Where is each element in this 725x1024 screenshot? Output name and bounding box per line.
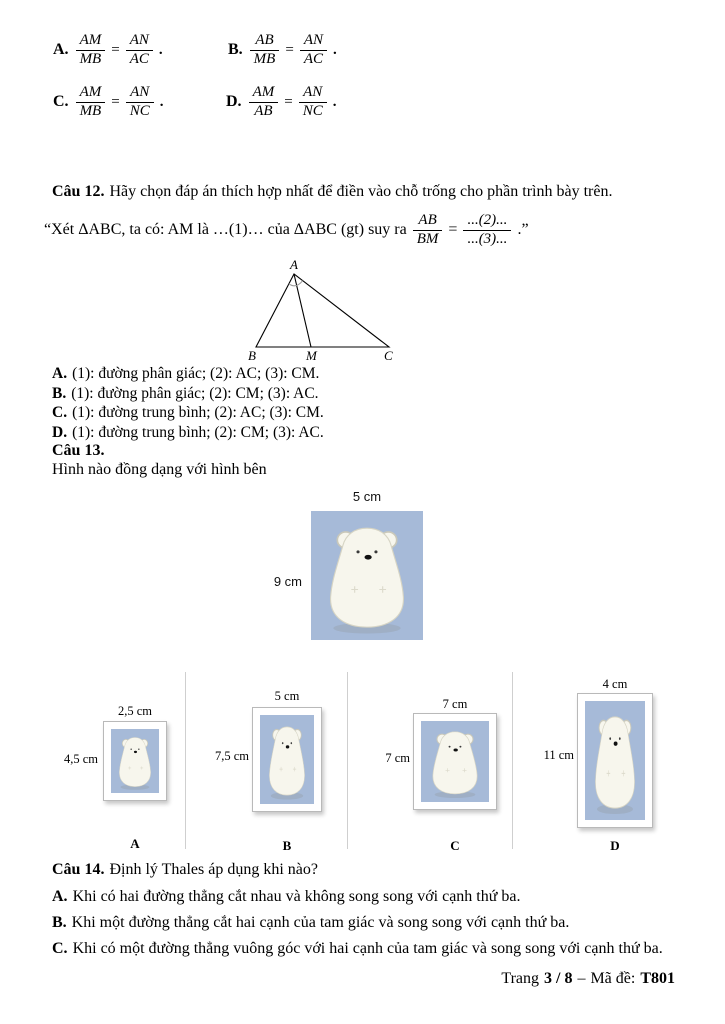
main-image-height-label: 9 cm [273, 574, 302, 589]
table-divider [512, 672, 513, 849]
question-14-prompt [52, 861, 318, 879]
question-12-text: Hãy chọn đáp án thích hợp nhất để điền vào chỗ trống cho phần trình bày trên. [109, 183, 613, 200]
point-m-label: M [306, 348, 317, 363]
question-12-label: Câu 12. [52, 183, 105, 200]
fraction: $\frac{AB}{MB}$ [250, 33, 280, 68]
sentence-prefix: “Xét ΔABC, ta có: AM là …(1)… của ΔABC (gt) suy ra [44, 221, 407, 238]
bear-illustration [111, 729, 159, 793]
period: . [332, 93, 337, 110]
question-12-sentence [44, 203, 529, 257]
main-bear-image [311, 511, 423, 640]
bear-illustration [585, 701, 645, 820]
main-image-width-label: 5 cm [352, 489, 382, 504]
option-a-picture [103, 721, 167, 801]
vertex-a-label: A [290, 258, 298, 272]
bear-image [260, 715, 314, 804]
fraction: $\frac{AN}{NC}$ [126, 85, 154, 120]
option-c-row [53, 82, 163, 122]
equals-sign: = [111, 41, 120, 58]
triangle-figure [240, 258, 410, 363]
equals-sign: = [448, 221, 458, 238]
option-a-label: A. [53, 41, 69, 58]
footer-code-label: Mã đề: [590, 970, 636, 987]
option-row: B. (1): đường phân giác; (2): CM; (3): AC. [52, 384, 319, 402]
page-footer [375, 970, 675, 988]
option-a-letter: A [130, 836, 140, 851]
option-row: C. Khi có một đường thẳng vuông góc với hai cạnh của tam giác và song song với cạnh thứ ba. [52, 940, 663, 957]
option-c-letter: C [450, 838, 460, 853]
option-row: B. Khi một đường thẳng cắt hai cạnh của tam giác và song song với cạnh thứ ba. [52, 914, 570, 931]
fraction: $\frac{AM}{AB}$ [249, 85, 279, 120]
footer-page-number: 3 / 8 [544, 970, 573, 987]
vertex-c-label: C [384, 348, 393, 363]
bear-image [421, 721, 489, 802]
option-c-picture [413, 713, 497, 810]
period: . [332, 41, 337, 58]
option-row: A. Khi có hai đường thẳng cắt nhau và không song song với cạnh thứ ba. [52, 888, 521, 905]
option-b-letter: B [282, 838, 292, 853]
fraction: $\frac{AM}{MB}$ [76, 85, 106, 120]
bear-illustration [421, 721, 489, 802]
option-row: D. (1): đường trung bình; (2): CM; (3): AC. [52, 423, 324, 441]
period: . [159, 93, 164, 110]
option-b-width-label: 5 cm [274, 689, 300, 703]
footer-page-prefix: Trang [501, 970, 539, 987]
equals-sign: = [284, 93, 293, 110]
option-c-width-label: 7 cm [442, 697, 468, 711]
option-b-picture [252, 707, 322, 812]
equals-sign: = [111, 93, 120, 110]
fraction: $\frac{AN}{NC}$ [299, 85, 327, 120]
fraction: $\frac{AB}{BM}$ [413, 213, 443, 248]
option-a-row [53, 30, 163, 70]
footer-separator: – [577, 970, 586, 987]
option-d-label: D. [226, 93, 242, 110]
bear-image [585, 701, 645, 820]
option-d-width-label: 4 cm [602, 677, 628, 691]
bear-image [111, 729, 159, 793]
option-a-width-label: 2,5 cm [117, 704, 153, 718]
sentence-suffix: .” [517, 221, 529, 238]
fraction: $\frac{AN}{AC}$ [126, 33, 153, 68]
table-divider [185, 672, 186, 849]
bear-illustration [311, 511, 423, 640]
option-c-label: C. [53, 93, 69, 110]
option-a-height-label: 4,5 cm [63, 752, 98, 766]
question-13-label: Câu 13. [52, 442, 105, 459]
vertex-b-label: B [248, 348, 256, 363]
table-divider [347, 672, 348, 849]
option-d-row [226, 82, 336, 122]
option-b-row [228, 30, 337, 70]
question-14-label: Câu 14. [52, 861, 105, 878]
footer-exam-code: T801 [640, 970, 675, 987]
option-c-height-label: 7 cm [385, 751, 410, 765]
equals-sign: = [285, 41, 294, 58]
bear-illustration [260, 715, 314, 804]
period: . [158, 41, 163, 58]
question-12-prompt [52, 183, 612, 201]
option-d-picture [577, 693, 653, 828]
fraction: $\frac{AN}{AC}$ [300, 33, 327, 68]
option-row: C. (1): đường trung bình; (2): AC; (3): CM. [52, 404, 324, 421]
question-13-prompt: Hình nào đồng dạng với hình bên [52, 461, 267, 478]
question-14-text: Định lý Thales áp dụng khi nào? [109, 861, 319, 878]
fraction: $\frac{AM}{MB}$ [76, 33, 106, 68]
option-d-height-label: 11 cm [543, 748, 574, 762]
option-b-height-label: 7,5 cm [214, 749, 249, 763]
fraction: $\frac{...(2)...}{...(3)...}$ [463, 213, 511, 248]
option-b-label: B. [228, 41, 243, 58]
option-d-letter: D [610, 838, 620, 853]
question-12-options [52, 364, 324, 442]
option-row: A. (1): đường phân giác; (2): AC; (3): CM. [52, 365, 320, 382]
